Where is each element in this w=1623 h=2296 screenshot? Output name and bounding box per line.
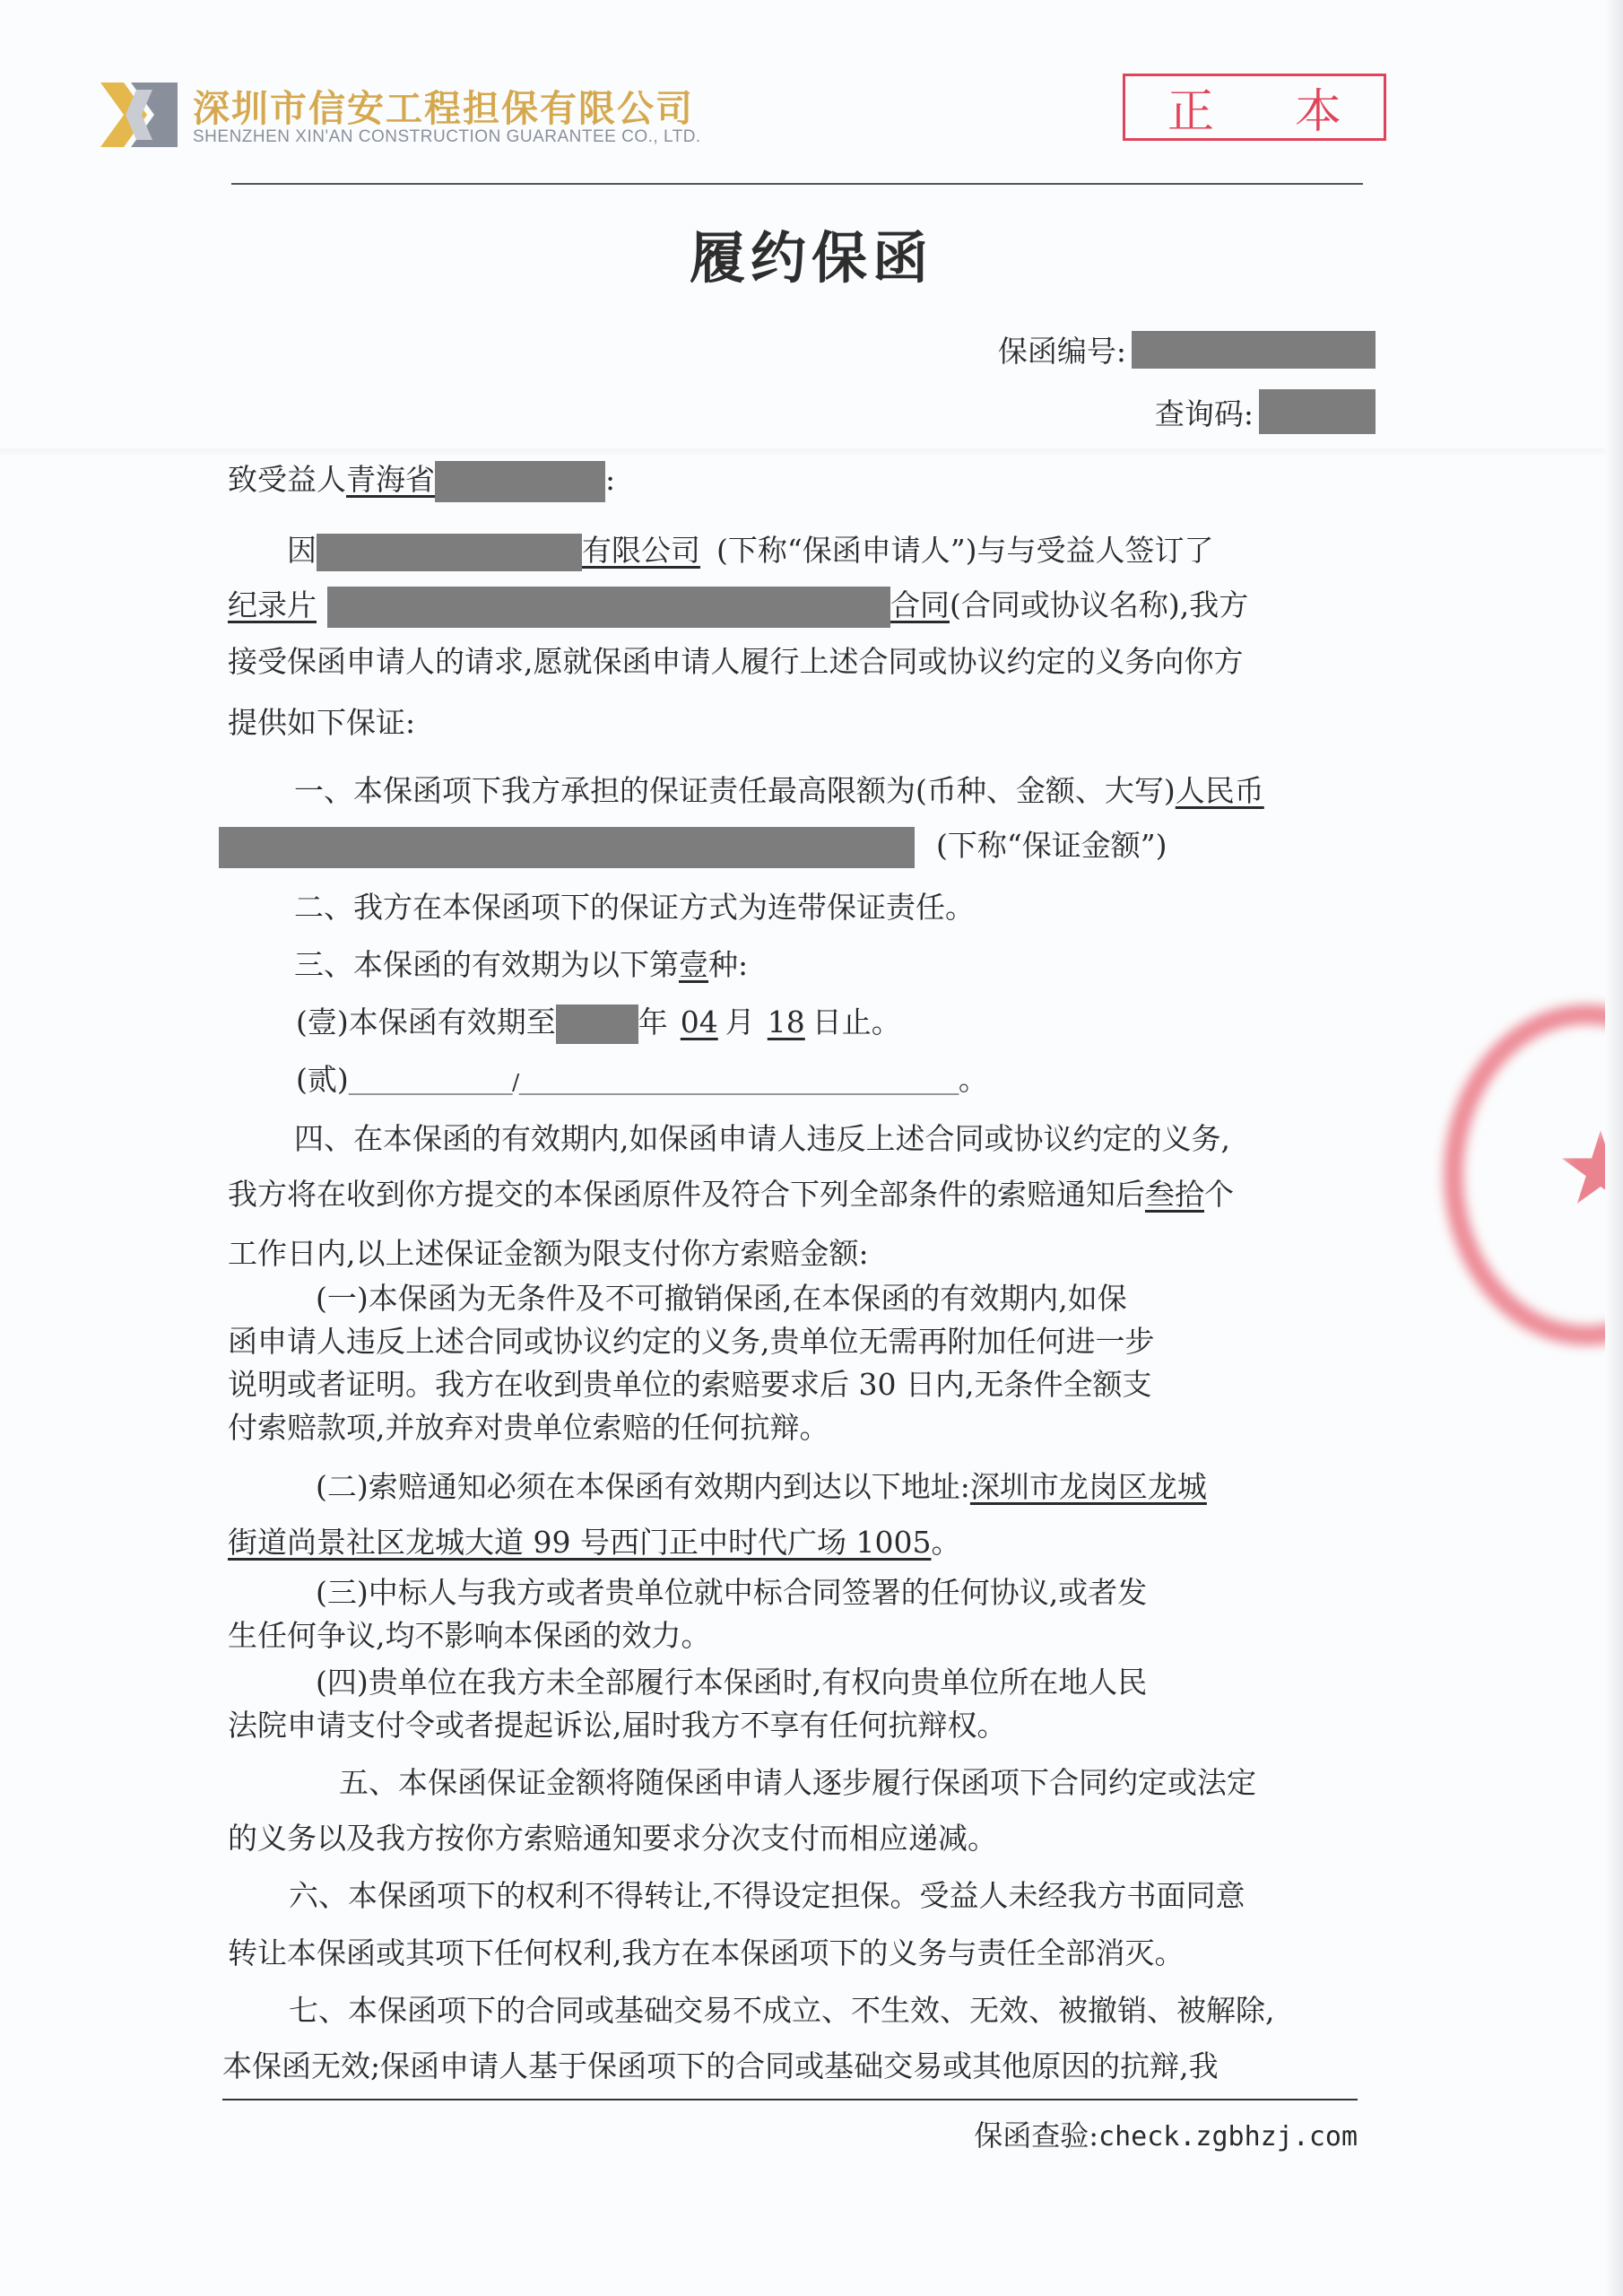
clause-1-line-2: [219, 827, 1167, 868]
redacted-guarantee-number: [1132, 331, 1376, 369]
redacted-contract-name: [327, 587, 890, 628]
working-days: 叁拾: [1145, 1177, 1204, 1212]
claim-address-part-2: 街道尚景社区龙城大道 99 号西门正中时代广场 1005: [228, 1525, 932, 1560]
validity-text: (壹)本保函有效期至: [296, 1004, 556, 1039]
clause-3-text: 种:: [708, 947, 749, 982]
clause-4-2-line-2: [228, 1525, 960, 1561]
expiry-day: 18: [767, 1004, 805, 1039]
validity-option-2: [296, 1062, 988, 1098]
verification-label: 保函查验:: [974, 2118, 1099, 2152]
p1-text: (下称“保函申请人”)与与受益人签订了: [716, 533, 1214, 568]
beneficiary-name: 青海省: [346, 462, 435, 497]
redacted-query-code: [1259, 389, 1376, 434]
clause-5-line-2: 的义务以及我方按你方索赔通知要求分次支付而相应递减。: [228, 1821, 997, 1856]
clause-5-line-1: 五、本保函保证金额将随保函申请人逐步履行保函项下合同约定或法定: [339, 1765, 1256, 1800]
contract-prefix: 纪录片: [228, 587, 317, 622]
clause-4-4-line-1: (四)贵单位在我方未全部履行本保函时,有权向贵单位所在地人民: [316, 1665, 1148, 1700]
clause-4-text: 个: [1204, 1177, 1234, 1212]
clause-7-line-1: 七、本保函项下的合同或基础交易不成立、不生效、无效、被撤销、被解除,: [289, 1993, 1275, 2028]
clause-6-line-2: 转让本保函或其项下任何权利,我方在本保函项下的义务与责任全部消灭。: [228, 1935, 1185, 1970]
company-name-cn: 深圳市信安工程担保有限公司: [193, 87, 694, 130]
redacted-applicant: [317, 534, 582, 571]
p1-text: 因: [287, 533, 317, 568]
validity-option-1: [296, 1004, 901, 1044]
p1-line-4: 提供如下保证:: [228, 705, 416, 740]
validity-text: (贰): [296, 1062, 349, 1097]
salutation-prefix: 致受益人: [228, 462, 346, 497]
clause-4-3-line-2: 生任何争议,均不影响本保函的效力。: [228, 1618, 711, 1653]
scan-edge: [1605, 0, 1623, 2296]
contract-suffix: 合同: [890, 587, 950, 622]
clause-3-text: 三、本保函的有效期为以下第: [294, 947, 679, 982]
validity-blank: ________________/___________________________________________: [348, 1070, 959, 1095]
p1-text: (合同或协议名称),我方: [950, 587, 1249, 622]
validity-text: 。: [958, 1062, 988, 1097]
clause-4-text: 我方将在收到你方提交的本保函原件及符合下列全部条件的索赔通知后: [228, 1177, 1145, 1212]
expiry-month: 04: [680, 1004, 718, 1039]
clause-7-line-2: 本保函无效;保函申请人基于保函项下的合同或基础交易或其他原因的抗辩,我: [222, 2048, 1219, 2083]
query-code-label: 查询码:: [1154, 396, 1254, 431]
original-copy-stamp: [1123, 74, 1422, 141]
clause-4-1-line-3: 说明或者证明。我方在收到贵单位的索赔要求后 30 日内,无条件全额支: [228, 1367, 1152, 1402]
guarantee-number-label: 保函编号:: [997, 334, 1126, 369]
p1-line-1: [287, 533, 1214, 571]
clause-3: [294, 947, 748, 983]
clause-4-2-line-1: [316, 1469, 1207, 1505]
footer-divider: [222, 2099, 1358, 2100]
clause-4-2-text: 。: [931, 1525, 961, 1560]
applicant-suffix: 有限公司: [582, 533, 700, 568]
clause-2: 二、我方在本保函项下的保证方式为连带保证责任。: [294, 890, 975, 925]
clause-1-text: 一、本保函项下我方承担的保证责任最高限额为(币种、金额、大写): [294, 773, 1176, 808]
clause-4-3-line-1: (三)中标人与我方或者贵单位就中标合同签署的任何协议,或者发: [316, 1575, 1148, 1610]
redacted-beneficiary: [435, 461, 605, 502]
p1-line-3: 接受保函申请人的请求,愿就保函申请人履行上述合同或协议约定的义务向你方: [228, 644, 1244, 679]
stamp-text: 正本: [1167, 85, 1422, 139]
clause-4-line-3: 工作日内,以上述保证金额为限支付你方索赔金额:: [228, 1236, 869, 1271]
clause-1-line-1: [294, 773, 1264, 809]
currency: 人民币: [1175, 773, 1264, 808]
clause-4-4-line-2: 法院申请支付令或者提起诉讼,届时我方不享有任何抗辩权。: [228, 1708, 1007, 1743]
header-divider: [231, 183, 1363, 185]
option-number: 壹: [679, 947, 708, 982]
clause-4-1-line-4: 付索赔款项,并放弃对贵单位索赔的任何抗辩。: [228, 1410, 829, 1445]
redacted-amount: [219, 827, 915, 868]
verification-url[interactable]: check.zgbhzj.com: [1098, 2121, 1358, 2152]
verification-info: [974, 2113, 1358, 2154]
document-title: 履约保函: [689, 225, 933, 291]
validity-text: 月: [725, 1004, 755, 1039]
validity-text: 年: [638, 1004, 668, 1039]
redacted-year: [556, 1004, 638, 1044]
guarantee-number: [998, 328, 1376, 370]
clause-4-1-line-1: (一)本保函为无条件及不可撤销保函,在本保函的有效期内,如保: [316, 1281, 1127, 1316]
scan-fold-line: [0, 448, 1623, 456]
company-logo-icon: [100, 83, 178, 147]
clause-4-2-text: (二)索赔通知必须在本保函有效期内到达以下地址:: [316, 1469, 970, 1504]
salutation: [228, 461, 615, 502]
clause-4-line-2: [228, 1177, 1234, 1213]
salutation-end: :: [605, 462, 616, 497]
clause-1-text: (下称“保证金额”): [936, 828, 1167, 863]
company-name-en: SHENZHEN XIN'AN CONSTRUCTION GUARANTEE CO., LTD.: [193, 127, 701, 146]
p1-line-2: [228, 587, 1248, 628]
clause-4-line-1: 四、在本保函的有效期内,如保函申请人违反上述合同或协议约定的义务,: [294, 1121, 1230, 1156]
validity-text: 日止。: [812, 1004, 901, 1039]
clause-4-1-line-2: 函申请人违反上述合同或协议约定的义务,贵单位无需再附加任何进一步: [228, 1324, 1155, 1359]
claim-address-part-1: 深圳市龙岗区龙城: [969, 1469, 1207, 1504]
query-code: [1155, 389, 1376, 434]
clause-6-line-1: 六、本保函项下的权利不得转让,不得设定担保。受益人未经我方书面同意: [289, 1878, 1245, 1913]
